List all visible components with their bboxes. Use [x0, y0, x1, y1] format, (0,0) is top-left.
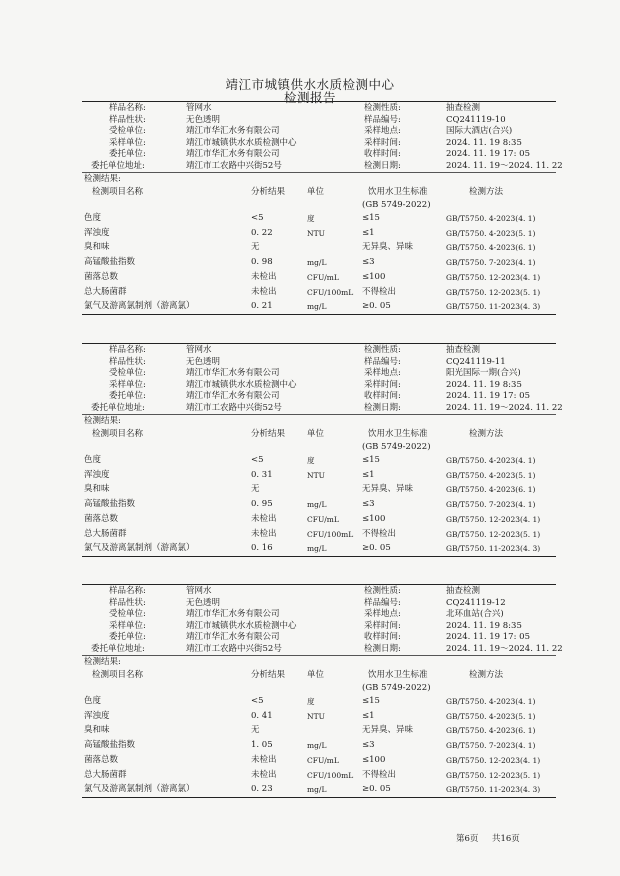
col-standard-header: 饮用水卫生标准	[368, 429, 428, 439]
value-sample-nature: 无色透明	[186, 114, 221, 125]
label-client-address: 委托单位地址:	[91, 402, 145, 413]
item-unit: 度	[307, 456, 315, 465]
item-method: GB/T5750. 12-2023(4. 1)	[446, 514, 541, 524]
item-unit: NTU	[307, 228, 325, 238]
label-client-address: 委托单位地址:	[91, 160, 145, 171]
block-bottom-rule	[82, 556, 556, 557]
item-name: 氯气及游离氯制剂（游离氯）	[84, 543, 195, 554]
report-subtitle: 检测报告	[283, 90, 336, 105]
item-unit: CFU/mL	[307, 514, 339, 524]
value-sampling-unit: 靖江市城镇供水水质检测中心	[186, 620, 297, 631]
col-item-header: 检测项目名称	[92, 429, 144, 439]
item-result: 未检出	[251, 528, 277, 539]
label-test-nature: 检测性质:	[364, 586, 401, 596]
label-sampling-time: 采样时间:	[364, 620, 401, 631]
value-test-nature: 抽查检测	[446, 103, 481, 113]
value-client-address: 靖江市工农路中兴街52号	[186, 160, 282, 171]
value-sample-name: 管网水	[186, 103, 212, 113]
label-sample-nature: 样品性状:	[109, 114, 146, 125]
item-unit: CFU/mL	[307, 272, 339, 282]
value-sample-no: CQ241119-10	[446, 114, 506, 125]
label-client-unit: 委托单位:	[109, 391, 146, 401]
label-sample-no: 样品编号:	[364, 356, 401, 367]
page-total: 共16页	[491, 834, 520, 844]
item-result: 0. 98	[251, 257, 273, 268]
item-method: GB/T5750. 11-2023(4. 3)	[446, 544, 541, 554]
col-standard-header: 饮用水卫生标准	[368, 187, 428, 197]
value-sampling-site: 阳光国际一期(合兴)	[446, 368, 521, 378]
col-unit-header: 单位	[307, 429, 325, 439]
block-top-rule	[82, 101, 556, 102]
page-footer	[456, 832, 520, 844]
item-name: 高锰酸盐指数	[84, 499, 136, 510]
item-result: 0. 41	[251, 710, 273, 721]
info-bottom-rule	[82, 172, 556, 173]
value-sample-nature: 无色透明	[186, 356, 221, 367]
item-name: 浑浊度	[84, 227, 110, 238]
item-method: GB/T5750. 4-2023(4. 1)	[446, 456, 536, 465]
item-result: 未检出	[251, 769, 277, 780]
col-standard-ref: (GB 5749-2022)	[362, 200, 431, 210]
label-sample-nature: 样品性状:	[109, 597, 146, 608]
value-test-date: 2024. 11. 19～2024. 11. 22	[446, 402, 563, 413]
value-sample-no: CQ241119-11	[446, 356, 506, 367]
item-unit: CFU/100mL	[307, 529, 354, 539]
item-standard: ≥0. 05	[362, 784, 391, 795]
label-sample-nature: 样品性状:	[109, 356, 146, 367]
label-entrusted-unit: 受检单位:	[109, 126, 146, 136]
item-unit: NTU	[307, 470, 325, 480]
page-number: 第6页	[456, 834, 479, 844]
value-receipt-time: 2024. 11. 19 17: 05	[446, 149, 530, 159]
item-standard: 不得检出	[362, 528, 397, 539]
item-standard: ≤1	[362, 469, 375, 480]
item-unit: mg/L	[307, 302, 327, 312]
label-sampling-time: 采样时间:	[364, 137, 401, 148]
item-standard: ≤100	[362, 271, 386, 282]
item-name: 菌落总数	[84, 754, 119, 765]
item-standard: ≤15	[362, 696, 380, 706]
item-unit: CFU/100mL	[307, 287, 354, 297]
item-result: <5	[251, 455, 264, 465]
item-standard: ≤100	[362, 513, 386, 524]
label-sample-no: 样品编号:	[364, 597, 401, 608]
item-result: 0. 95	[251, 499, 273, 510]
label-client-unit: 委托单位:	[109, 149, 146, 159]
item-result: 0. 16	[251, 543, 273, 554]
item-unit: mg/L	[307, 500, 327, 510]
item-method: GB/T5750. 4-2023(6. 1)	[446, 485, 536, 495]
item-method: GB/T5750. 4-2023(4. 1)	[446, 214, 536, 223]
item-name: 高锰酸盐指数	[84, 740, 136, 751]
value-client-address: 靖江市工农路中兴街52号	[186, 643, 282, 654]
value-client-unit: 靖江市华汇水务有限公司	[186, 391, 280, 401]
item-method: GB/T5750. 7-2023(4. 1)	[446, 258, 536, 268]
item-result: 无	[251, 242, 260, 253]
label-test-nature: 检测性质:	[364, 345, 401, 355]
label-entrusted-unit: 受检单位:	[109, 368, 146, 378]
item-standard: 不得检出	[362, 769, 397, 780]
item-unit: CFU/mL	[307, 755, 339, 765]
item-method: GB/T5750. 4-2023(5. 1)	[446, 228, 536, 238]
info-bottom-rule	[82, 414, 556, 415]
label-test-nature: 检测性质:	[364, 103, 401, 113]
item-unit: NTU	[307, 711, 325, 721]
label-test-date: 检测日期:	[364, 160, 401, 171]
item-method: GB/T5750. 7-2023(4. 1)	[446, 741, 536, 751]
item-method: GB/T5750. 4-2023(5. 1)	[446, 470, 536, 480]
item-unit: 度	[307, 697, 315, 706]
label-receipt-time: 收样时间:	[364, 149, 401, 159]
item-result: <5	[251, 696, 264, 706]
item-name: 浑浊度	[84, 469, 110, 480]
label-sample-name: 样品名称:	[109, 103, 146, 113]
label-sampling-site: 采样地点:	[364, 609, 401, 619]
results-label: 检测结果:	[84, 174, 121, 184]
item-name: 色度	[84, 696, 102, 706]
label-client-address: 委托单位地址:	[91, 643, 145, 654]
item-unit: CFU/100mL	[307, 770, 354, 780]
col-item-header: 检测项目名称	[92, 670, 144, 680]
value-test-nature: 抽查检测	[446, 586, 481, 596]
item-unit: 度	[307, 214, 315, 223]
value-sampling-site: 北环血站(合兴)	[446, 609, 504, 619]
item-standard: ≤100	[362, 754, 386, 765]
item-unit: mg/L	[307, 544, 327, 554]
results-label: 检测结果:	[84, 657, 121, 667]
item-method: GB/T5750. 12-2023(4. 1)	[446, 272, 541, 282]
value-entrusted-unit: 靖江市华汇水务有限公司	[186, 609, 280, 619]
item-standard: ≤3	[362, 257, 375, 268]
col-standard-ref: (GB 5749-2022)	[362, 683, 431, 693]
item-method: GB/T5750. 7-2023(4. 1)	[446, 500, 536, 510]
item-standard: ≤3	[362, 740, 375, 751]
item-name: 臭和味	[84, 725, 110, 736]
value-client-unit: 靖江市华汇水务有限公司	[186, 632, 280, 642]
item-result: 无	[251, 725, 260, 736]
item-result: 0. 21	[251, 301, 273, 312]
item-unit: mg/L	[307, 258, 327, 268]
item-method: GB/T5750. 12-2023(4. 1)	[446, 755, 541, 765]
label-sampling-site: 采样地点:	[364, 126, 401, 136]
item-name: 菌落总数	[84, 271, 119, 282]
block-top-rule	[82, 584, 556, 585]
item-result: 无	[251, 484, 260, 495]
block-bottom-rule	[82, 314, 556, 315]
item-standard: 无异臭、异味	[362, 484, 414, 495]
item-name: 总大肠菌群	[84, 528, 127, 539]
col-standard-header: 饮用水卫生标准	[368, 670, 428, 680]
item-method: GB/T5750. 12-2023(5. 1)	[446, 529, 541, 539]
block-bottom-rule	[82, 797, 556, 798]
item-name: 高锰酸盐指数	[84, 257, 136, 268]
label-sampling-unit: 采样单位:	[109, 137, 146, 148]
item-result: 未检出	[251, 754, 277, 765]
label-entrusted-unit: 受检单位:	[109, 609, 146, 619]
value-sampling-unit: 靖江市城镇供水水质检测中心	[186, 379, 297, 390]
item-standard: ≥0. 05	[362, 543, 391, 554]
value-sampling-time: 2024. 11. 19 8:35	[446, 137, 522, 148]
label-receipt-time: 收样时间:	[364, 632, 401, 642]
item-name: 臭和味	[84, 484, 110, 495]
label-sample-no: 样品编号:	[364, 114, 401, 125]
item-result: 1. 05	[251, 740, 273, 751]
info-bottom-rule	[82, 655, 556, 656]
col-unit-header: 单位	[307, 670, 325, 680]
item-name: 色度	[84, 455, 102, 465]
item-method: GB/T5750. 4-2023(4. 1)	[446, 697, 536, 706]
item-name: 浑浊度	[84, 710, 110, 721]
item-method: GB/T5750. 4-2023(6. 1)	[446, 726, 536, 736]
item-method: GB/T5750. 4-2023(5. 1)	[446, 711, 536, 721]
value-sample-name: 管网水	[186, 586, 212, 596]
col-method-header: 检测方法	[469, 429, 504, 439]
item-name: 色度	[84, 213, 102, 223]
item-method: GB/T5750. 11-2023(4. 3)	[446, 785, 541, 795]
label-sampling-unit: 采样单位:	[109, 379, 146, 390]
label-receipt-time: 收样时间:	[364, 391, 401, 401]
item-method: GB/T5750. 12-2023(5. 1)	[446, 770, 541, 780]
value-sample-name: 管网水	[186, 345, 212, 355]
value-sampling-time: 2024. 11. 19 8:35	[446, 620, 522, 631]
label-test-date: 检测日期:	[364, 643, 401, 654]
item-name: 菌落总数	[84, 513, 119, 524]
value-client-unit: 靖江市华汇水务有限公司	[186, 149, 280, 159]
value-test-date: 2024. 11. 19～2024. 11. 22	[446, 160, 563, 171]
label-test-date: 检测日期:	[364, 402, 401, 413]
value-receipt-time: 2024. 11. 19 17: 05	[446, 632, 530, 642]
value-sampling-time: 2024. 11. 19 8:35	[446, 379, 522, 390]
col-result-header: 分析结果	[251, 670, 286, 680]
item-unit: mg/L	[307, 741, 327, 751]
item-name: 总大肠菌群	[84, 286, 127, 297]
col-result-header: 分析结果	[251, 187, 286, 197]
item-standard: ≤15	[362, 455, 380, 465]
item-standard: 无异臭、异味	[362, 725, 414, 736]
label-sample-name: 样品名称:	[109, 586, 146, 596]
label-sampling-unit: 采样单位:	[109, 620, 146, 631]
label-sampling-time: 采样时间:	[364, 379, 401, 390]
item-result: <5	[251, 213, 264, 223]
item-result: 未检出	[251, 286, 277, 297]
value-sampling-site: 国际大酒店(合兴)	[446, 126, 513, 136]
item-standard: ≥0. 05	[362, 301, 391, 312]
col-item-header: 检测项目名称	[92, 187, 144, 197]
label-sampling-site: 采样地点:	[364, 368, 401, 378]
item-unit: mg/L	[307, 785, 327, 795]
item-method: GB/T5750. 12-2023(5. 1)	[446, 287, 541, 297]
item-result: 未检出	[251, 513, 277, 524]
value-test-nature: 抽查检测	[446, 345, 481, 355]
value-entrusted-unit: 靖江市华汇水务有限公司	[186, 126, 280, 136]
value-sampling-unit: 靖江市城镇供水水质检测中心	[186, 137, 297, 148]
value-test-date: 2024. 11. 19～2024. 11. 22	[446, 643, 563, 654]
item-standard: ≤15	[362, 213, 380, 223]
item-result: 0. 31	[251, 469, 273, 480]
label-sample-name: 样品名称:	[109, 345, 146, 355]
item-standard: ≤1	[362, 227, 375, 238]
value-sample-nature: 无色透明	[186, 597, 221, 608]
label-client-unit: 委托单位:	[109, 632, 146, 642]
item-result: 0. 22	[251, 227, 273, 238]
report-title: 靖江市城镇供水水质检测中心	[225, 77, 395, 92]
col-method-header: 检测方法	[469, 670, 504, 680]
item-method: GB/T5750. 11-2023(4. 3)	[446, 302, 541, 312]
col-method-header: 检测方法	[469, 187, 504, 197]
results-label: 检测结果:	[84, 416, 121, 426]
item-name: 臭和味	[84, 242, 110, 253]
item-standard: ≤1	[362, 710, 375, 721]
value-client-address: 靖江市工农路中兴街52号	[186, 402, 282, 413]
item-standard: ≤3	[362, 499, 375, 510]
col-standard-ref: (GB 5749-2022)	[362, 442, 431, 452]
item-method: GB/T5750. 4-2023(6. 1)	[446, 243, 536, 253]
item-result: 0. 23	[251, 784, 273, 795]
value-sample-no: CQ241119-12	[446, 597, 506, 608]
col-unit-header: 单位	[307, 187, 325, 197]
item-name: 氯气及游离氯制剂（游离氯）	[84, 784, 195, 795]
item-standard: 不得检出	[362, 286, 397, 297]
item-name: 氯气及游离氯制剂（游离氯）	[84, 301, 195, 312]
item-result: 未检出	[251, 271, 277, 282]
item-standard: 无异臭、异味	[362, 242, 414, 253]
col-result-header: 分析结果	[251, 429, 286, 439]
item-name: 总大肠菌群	[84, 769, 127, 780]
block-top-rule	[82, 343, 556, 344]
value-receipt-time: 2024. 11. 19 17: 05	[446, 391, 530, 401]
value-entrusted-unit: 靖江市华汇水务有限公司	[186, 368, 280, 378]
